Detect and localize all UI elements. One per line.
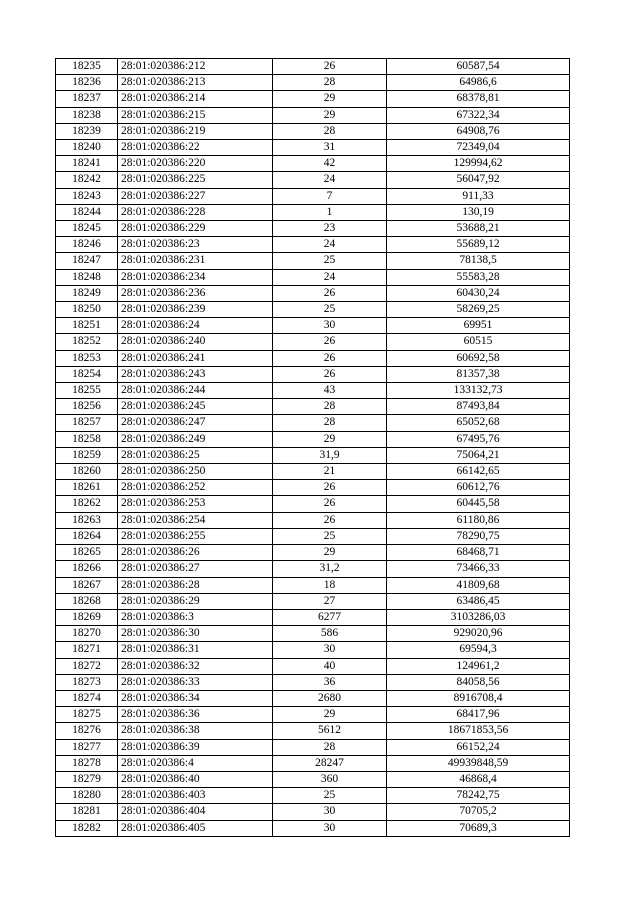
value-cell: 66142,65 bbox=[387, 464, 570, 480]
table-row bbox=[56, 415, 570, 431]
value-cell: 81357,38 bbox=[387, 366, 570, 382]
table-row bbox=[56, 107, 570, 123]
value-cell: 84058,56 bbox=[387, 674, 570, 690]
value-cell: 68417,96 bbox=[387, 707, 570, 723]
value-cell: 78290,75 bbox=[387, 528, 570, 544]
table-row bbox=[56, 642, 570, 658]
table-row bbox=[56, 804, 570, 820]
area-cell: 43 bbox=[273, 383, 387, 399]
value-cell: 61180,86 bbox=[387, 512, 570, 528]
table-row bbox=[56, 91, 570, 107]
row-number-cell: 18243 bbox=[56, 188, 118, 204]
area-cell: 28 bbox=[273, 123, 387, 139]
value-cell: 49939848,59 bbox=[387, 755, 570, 771]
cadastral-number-cell: 28:01:020386:225 bbox=[118, 172, 273, 188]
cadastral-number-cell: 28:01:020386:228 bbox=[118, 204, 273, 220]
table-row bbox=[56, 739, 570, 755]
table-row bbox=[56, 253, 570, 269]
table-row bbox=[56, 820, 570, 836]
area-cell: 26 bbox=[273, 59, 387, 75]
area-cell: 24 bbox=[273, 237, 387, 253]
row-number-cell: 18258 bbox=[56, 431, 118, 447]
value-cell: 69951 bbox=[387, 318, 570, 334]
table-row bbox=[56, 480, 570, 496]
area-cell: 31 bbox=[273, 140, 387, 156]
table-row bbox=[56, 512, 570, 528]
table-row bbox=[56, 156, 570, 172]
cadastral-number-cell: 28:01:020386:249 bbox=[118, 431, 273, 447]
cadastral-number-cell: 28:01:020386:38 bbox=[118, 723, 273, 739]
value-cell: 68468,71 bbox=[387, 545, 570, 561]
row-number-cell: 18240 bbox=[56, 140, 118, 156]
area-cell: 2680 bbox=[273, 690, 387, 706]
row-number-cell: 18254 bbox=[56, 366, 118, 382]
value-cell: 124961,2 bbox=[387, 658, 570, 674]
row-number-cell: 18250 bbox=[56, 302, 118, 318]
value-cell: 56047,92 bbox=[387, 172, 570, 188]
value-cell: 133132,73 bbox=[387, 383, 570, 399]
table-row bbox=[56, 188, 570, 204]
row-number-cell: 18264 bbox=[56, 528, 118, 544]
table-row bbox=[56, 496, 570, 512]
cadastral-number-cell: 28:01:020386:25 bbox=[118, 447, 273, 463]
row-number-cell: 18265 bbox=[56, 545, 118, 561]
row-number-cell: 18251 bbox=[56, 318, 118, 334]
area-cell: 21 bbox=[273, 464, 387, 480]
row-number-cell: 18266 bbox=[56, 561, 118, 577]
value-cell: 78138,5 bbox=[387, 253, 570, 269]
cadastral-number-cell: 28:01:020386:39 bbox=[118, 739, 273, 755]
table-row bbox=[56, 285, 570, 301]
value-cell: 129994,62 bbox=[387, 156, 570, 172]
area-cell: 26 bbox=[273, 350, 387, 366]
table-row bbox=[56, 269, 570, 285]
value-cell: 53688,21 bbox=[387, 221, 570, 237]
table-row bbox=[56, 464, 570, 480]
row-number-cell: 18249 bbox=[56, 285, 118, 301]
cadastral-number-cell: 28:01:020386:244 bbox=[118, 383, 273, 399]
value-cell: 69594,3 bbox=[387, 642, 570, 658]
value-cell: 75064,21 bbox=[387, 447, 570, 463]
area-cell: 26 bbox=[273, 480, 387, 496]
value-cell: 87493,84 bbox=[387, 399, 570, 415]
value-cell: 65052,68 bbox=[387, 415, 570, 431]
cadastral-number-cell: 28:01:020386:30 bbox=[118, 626, 273, 642]
cadastral-number-cell: 28:01:020386:36 bbox=[118, 707, 273, 723]
table-row bbox=[56, 577, 570, 593]
row-number-cell: 18252 bbox=[56, 334, 118, 350]
cadastral-number-cell: 28:01:020386:24 bbox=[118, 318, 273, 334]
table-row bbox=[56, 561, 570, 577]
table-row bbox=[56, 350, 570, 366]
area-cell: 30 bbox=[273, 820, 387, 836]
cadastral-number-cell: 28:01:020386:33 bbox=[118, 674, 273, 690]
area-cell: 24 bbox=[273, 172, 387, 188]
cadastral-number-cell: 28:01:020386:215 bbox=[118, 107, 273, 123]
value-cell: 8916708,4 bbox=[387, 690, 570, 706]
value-cell: 130,19 bbox=[387, 204, 570, 220]
cadastral-number-cell: 28:01:020386:247 bbox=[118, 415, 273, 431]
cadastral-number-cell: 28:01:020386:253 bbox=[118, 496, 273, 512]
row-number-cell: 18275 bbox=[56, 707, 118, 723]
table-row bbox=[56, 140, 570, 156]
cadastral-number-cell: 28:01:020386:220 bbox=[118, 156, 273, 172]
table-row bbox=[56, 221, 570, 237]
value-cell: 60515 bbox=[387, 334, 570, 350]
value-cell: 64908,76 bbox=[387, 123, 570, 139]
value-cell: 3103286,03 bbox=[387, 609, 570, 625]
cadastral-number-cell: 28:01:020386:28 bbox=[118, 577, 273, 593]
row-number-cell: 18271 bbox=[56, 642, 118, 658]
row-number-cell: 18272 bbox=[56, 658, 118, 674]
table-row bbox=[56, 399, 570, 415]
cadastral-number-cell: 28:01:020386:241 bbox=[118, 350, 273, 366]
table-row bbox=[56, 447, 570, 463]
area-cell: 360 bbox=[273, 771, 387, 787]
cadastral-number-cell: 28:01:020386:245 bbox=[118, 399, 273, 415]
row-number-cell: 18256 bbox=[56, 399, 118, 415]
table-row bbox=[56, 383, 570, 399]
cadastral-number-cell: 28:01:020386:40 bbox=[118, 771, 273, 787]
area-cell: 31,2 bbox=[273, 561, 387, 577]
row-number-cell: 18260 bbox=[56, 464, 118, 480]
table-row bbox=[56, 366, 570, 382]
area-cell: 42 bbox=[273, 156, 387, 172]
cadastral-number-cell: 28:01:020386:4 bbox=[118, 755, 273, 771]
value-cell: 46868,4 bbox=[387, 771, 570, 787]
area-cell: 24 bbox=[273, 269, 387, 285]
cadastral-number-cell: 28:01:020386:231 bbox=[118, 253, 273, 269]
row-number-cell: 18269 bbox=[56, 609, 118, 625]
table-row bbox=[56, 237, 570, 253]
row-number-cell: 18273 bbox=[56, 674, 118, 690]
cadastral-number-cell: 28:01:020386:212 bbox=[118, 59, 273, 75]
row-number-cell: 18280 bbox=[56, 788, 118, 804]
value-cell: 60445,58 bbox=[387, 496, 570, 512]
value-cell: 63486,45 bbox=[387, 593, 570, 609]
row-number-cell: 18241 bbox=[56, 156, 118, 172]
row-number-cell: 18274 bbox=[56, 690, 118, 706]
area-cell: 36 bbox=[273, 674, 387, 690]
table-row bbox=[56, 204, 570, 220]
row-number-cell: 18282 bbox=[56, 820, 118, 836]
table-row bbox=[56, 302, 570, 318]
table-row bbox=[56, 771, 570, 787]
area-cell: 26 bbox=[273, 334, 387, 350]
row-number-cell: 18276 bbox=[56, 723, 118, 739]
table-row bbox=[56, 609, 570, 625]
cadastral-number-cell: 28:01:020386:250 bbox=[118, 464, 273, 480]
value-cell: 55583,28 bbox=[387, 269, 570, 285]
table-row bbox=[56, 172, 570, 188]
area-cell: 28 bbox=[273, 399, 387, 415]
area-cell: 26 bbox=[273, 285, 387, 301]
row-number-cell: 18236 bbox=[56, 75, 118, 91]
table-row bbox=[56, 75, 570, 91]
row-number-cell: 18239 bbox=[56, 123, 118, 139]
area-cell: 586 bbox=[273, 626, 387, 642]
area-cell: 18 bbox=[273, 577, 387, 593]
value-cell: 911,33 bbox=[387, 188, 570, 204]
row-number-cell: 18253 bbox=[56, 350, 118, 366]
cadastral-number-cell: 28:01:020386:254 bbox=[118, 512, 273, 528]
row-number-cell: 18263 bbox=[56, 512, 118, 528]
cadastral-number-cell: 28:01:020386:227 bbox=[118, 188, 273, 204]
value-cell: 929020,96 bbox=[387, 626, 570, 642]
cadastral-number-cell: 28:01:020386:29 bbox=[118, 593, 273, 609]
table-row bbox=[56, 528, 570, 544]
area-cell: 29 bbox=[273, 707, 387, 723]
area-cell: 23 bbox=[273, 221, 387, 237]
row-number-cell: 18281 bbox=[56, 804, 118, 820]
table-row bbox=[56, 626, 570, 642]
cadastral-number-cell: 28:01:020386:3 bbox=[118, 609, 273, 625]
row-number-cell: 18248 bbox=[56, 269, 118, 285]
table-row bbox=[56, 658, 570, 674]
row-number-cell: 18268 bbox=[56, 593, 118, 609]
area-cell: 28 bbox=[273, 739, 387, 755]
cadastral-number-cell: 28:01:020386:236 bbox=[118, 285, 273, 301]
cadastral-number-cell: 28:01:020386:34 bbox=[118, 690, 273, 706]
value-cell: 66152,24 bbox=[387, 739, 570, 755]
row-number-cell: 18235 bbox=[56, 59, 118, 75]
table-row bbox=[56, 593, 570, 609]
cadastral-number-cell: 28:01:020386:240 bbox=[118, 334, 273, 350]
cadastral-number-cell: 28:01:020386:32 bbox=[118, 658, 273, 674]
row-number-cell: 18237 bbox=[56, 91, 118, 107]
value-cell: 70705,2 bbox=[387, 804, 570, 820]
area-cell: 1 bbox=[273, 204, 387, 220]
area-cell: 40 bbox=[273, 658, 387, 674]
table-body bbox=[56, 59, 570, 837]
value-cell: 78242,75 bbox=[387, 788, 570, 804]
row-number-cell: 18279 bbox=[56, 771, 118, 787]
table-row bbox=[56, 334, 570, 350]
cadastral-number-cell: 28:01:020386:219 bbox=[118, 123, 273, 139]
value-cell: 67495,76 bbox=[387, 431, 570, 447]
area-cell: 28 bbox=[273, 415, 387, 431]
area-cell: 27 bbox=[273, 593, 387, 609]
area-cell: 5612 bbox=[273, 723, 387, 739]
table-row bbox=[56, 755, 570, 771]
value-cell: 18671853,56 bbox=[387, 723, 570, 739]
cadastral-number-cell: 28:01:020386:404 bbox=[118, 804, 273, 820]
row-number-cell: 18238 bbox=[56, 107, 118, 123]
table-row bbox=[56, 545, 570, 561]
cadastral-number-cell: 28:01:020386:252 bbox=[118, 480, 273, 496]
area-cell: 29 bbox=[273, 545, 387, 561]
area-cell: 28247 bbox=[273, 755, 387, 771]
table-row bbox=[56, 431, 570, 447]
area-cell: 30 bbox=[273, 642, 387, 658]
area-cell: 29 bbox=[273, 91, 387, 107]
value-cell: 68378,81 bbox=[387, 91, 570, 107]
table-row bbox=[56, 788, 570, 804]
row-number-cell: 18270 bbox=[56, 626, 118, 642]
row-number-cell: 18247 bbox=[56, 253, 118, 269]
value-cell: 60612,76 bbox=[387, 480, 570, 496]
cadastral-number-cell: 28:01:020386:214 bbox=[118, 91, 273, 107]
area-cell: 25 bbox=[273, 302, 387, 318]
value-cell: 67322,34 bbox=[387, 107, 570, 123]
area-cell: 7 bbox=[273, 188, 387, 204]
value-cell: 58269,25 bbox=[387, 302, 570, 318]
table-row bbox=[56, 723, 570, 739]
value-cell: 73466,33 bbox=[387, 561, 570, 577]
cadastral-number-cell: 28:01:020386:26 bbox=[118, 545, 273, 561]
row-number-cell: 18255 bbox=[56, 383, 118, 399]
row-number-cell: 18278 bbox=[56, 755, 118, 771]
cadastral-number-cell: 28:01:020386:243 bbox=[118, 366, 273, 382]
row-number-cell: 18245 bbox=[56, 221, 118, 237]
cadastral-number-cell: 28:01:020386:27 bbox=[118, 561, 273, 577]
cadastral-number-cell: 28:01:020386:213 bbox=[118, 75, 273, 91]
value-cell: 60587,54 bbox=[387, 59, 570, 75]
row-number-cell: 18242 bbox=[56, 172, 118, 188]
area-cell: 30 bbox=[273, 318, 387, 334]
land-plot-table bbox=[55, 58, 570, 837]
table-row bbox=[56, 59, 570, 75]
table-row bbox=[56, 707, 570, 723]
area-cell: 29 bbox=[273, 107, 387, 123]
row-number-cell: 18262 bbox=[56, 496, 118, 512]
cadastral-number-cell: 28:01:020386:239 bbox=[118, 302, 273, 318]
row-number-cell: 18267 bbox=[56, 577, 118, 593]
area-cell: 26 bbox=[273, 512, 387, 528]
cadastral-number-cell: 28:01:020386:22 bbox=[118, 140, 273, 156]
value-cell: 72349,04 bbox=[387, 140, 570, 156]
area-cell: 25 bbox=[273, 788, 387, 804]
cadastral-number-cell: 28:01:020386:234 bbox=[118, 269, 273, 285]
area-cell: 30 bbox=[273, 804, 387, 820]
cadastral-number-cell: 28:01:020386:23 bbox=[118, 237, 273, 253]
area-cell: 31,9 bbox=[273, 447, 387, 463]
value-cell: 60430,24 bbox=[387, 285, 570, 301]
area-cell: 26 bbox=[273, 496, 387, 512]
cadastral-number-cell: 28:01:020386:31 bbox=[118, 642, 273, 658]
area-cell: 28 bbox=[273, 75, 387, 91]
row-number-cell: 18259 bbox=[56, 447, 118, 463]
area-cell: 25 bbox=[273, 253, 387, 269]
row-number-cell: 18261 bbox=[56, 480, 118, 496]
table-row bbox=[56, 123, 570, 139]
row-number-cell: 18244 bbox=[56, 204, 118, 220]
table-row bbox=[56, 674, 570, 690]
value-cell: 55689,12 bbox=[387, 237, 570, 253]
cadastral-number-cell: 28:01:020386:255 bbox=[118, 528, 273, 544]
cadastral-number-cell: 28:01:020386:229 bbox=[118, 221, 273, 237]
value-cell: 60692,58 bbox=[387, 350, 570, 366]
area-cell: 6277 bbox=[273, 609, 387, 625]
value-cell: 70689,3 bbox=[387, 820, 570, 836]
cadastral-number-cell: 28:01:020386:403 bbox=[118, 788, 273, 804]
table-row bbox=[56, 690, 570, 706]
value-cell: 64986,6 bbox=[387, 75, 570, 91]
row-number-cell: 18277 bbox=[56, 739, 118, 755]
area-cell: 29 bbox=[273, 431, 387, 447]
area-cell: 25 bbox=[273, 528, 387, 544]
cadastral-number-cell: 28:01:020386:405 bbox=[118, 820, 273, 836]
value-cell: 41809,68 bbox=[387, 577, 570, 593]
row-number-cell: 18257 bbox=[56, 415, 118, 431]
row-number-cell: 18246 bbox=[56, 237, 118, 253]
area-cell: 26 bbox=[273, 366, 387, 382]
table-row bbox=[56, 318, 570, 334]
